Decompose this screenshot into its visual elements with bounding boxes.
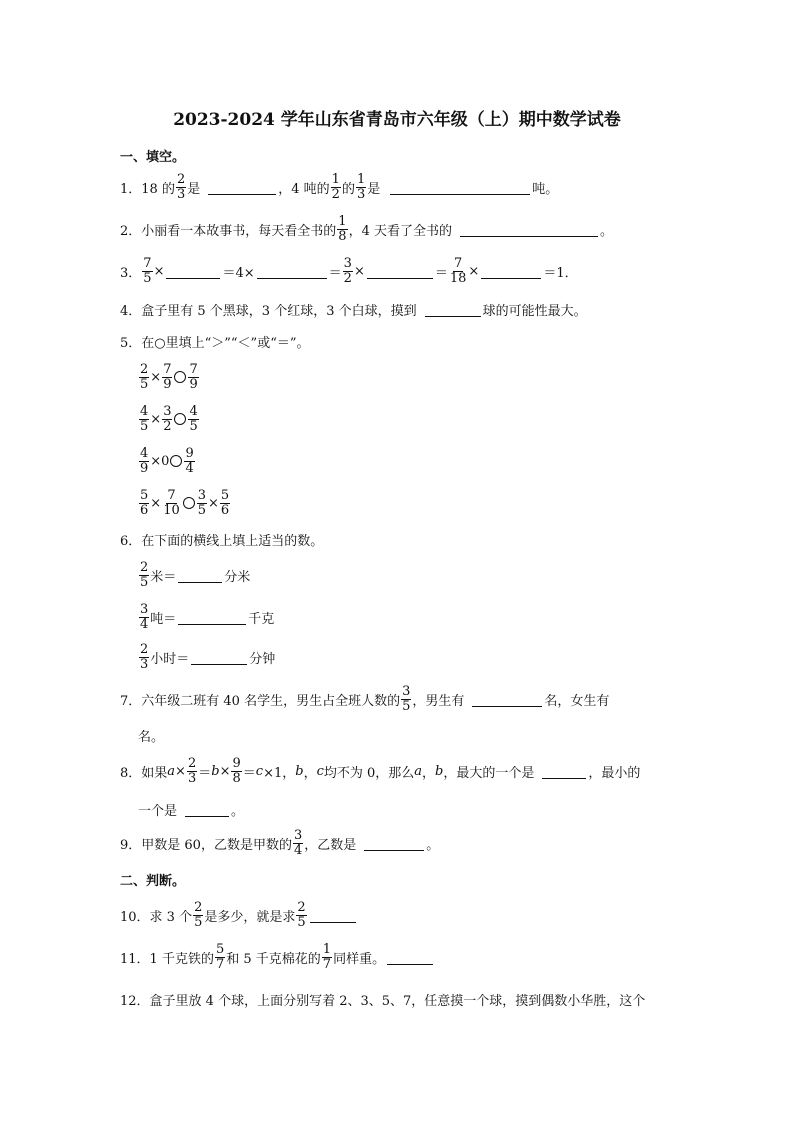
convert-row-2 (138, 602, 274, 632)
q8-text-d: 一个是 (138, 803, 178, 819)
var-a: a (414, 763, 423, 779)
answer-blank[interactable] (178, 568, 222, 583)
answer-blank[interactable] (390, 180, 530, 195)
var-c: c (316, 763, 324, 779)
denominator: 5 (189, 418, 198, 434)
answer-blank[interactable] (364, 836, 424, 851)
times-sign: × (150, 411, 162, 427)
q10-text-b: 是多少，就是求 (204, 909, 296, 925)
equals-sign: ＝ (198, 765, 212, 781)
numerator: 3 (163, 403, 172, 419)
unit-text: 分米 (224, 569, 251, 585)
var-a: a (167, 763, 176, 779)
denominator: 7 (215, 956, 225, 972)
numerator: 5 (215, 941, 225, 957)
numerator: 1 (331, 171, 340, 187)
q7-text-c: 名，女生有 (544, 693, 610, 709)
times-sign: × (150, 495, 162, 511)
compare-circle[interactable] (174, 413, 186, 425)
numerator: 2 (187, 755, 197, 771)
answer-blank[interactable] (208, 180, 276, 195)
q1-text-d: 的 (341, 181, 355, 197)
fraction (215, 943, 225, 972)
question-3 (120, 256, 578, 286)
fraction (139, 363, 149, 392)
q7-text-b: ，男生有 (412, 693, 465, 709)
numerator: 2 (297, 899, 306, 915)
q3-text-eq2: ＝ (328, 265, 342, 281)
q8-text-a: 8．如果 (120, 765, 168, 781)
q2-text-c: 。 (599, 223, 613, 239)
answer-blank[interactable] (425, 302, 481, 317)
denominator: 4 (185, 460, 194, 476)
question-12: 12．盒子里放 4 个球，上面分别写着 2、3、5、7，任意摸一个球，摸到偶数小华胜，这个 (120, 993, 646, 1009)
compare-row-3 (138, 446, 196, 476)
denominator: 5 (140, 376, 149, 392)
question-1 (120, 172, 558, 202)
q3-text-end: ＝1． (543, 265, 578, 281)
numerator: 1 (356, 171, 366, 187)
question-2 (120, 214, 613, 244)
question-5: 5．在○里填上“＞”“＜”或“＝”。 (120, 335, 310, 351)
q1-text-e: 是 (367, 181, 381, 197)
numerator: 2 (140, 559, 149, 575)
q3-text-eq1: ＝4× (222, 265, 255, 281)
numerator: 3 (293, 827, 303, 843)
var-c: c (255, 763, 264, 779)
q9-text-c: 。 (426, 837, 440, 853)
fraction (193, 901, 203, 930)
times-sign: × (468, 263, 480, 279)
times-sign: × (153, 263, 165, 279)
question-7-cont: 名。 (138, 729, 165, 745)
q8-text-e: 。 (231, 803, 245, 819)
fraction (139, 643, 149, 672)
numerator: 4 (189, 403, 198, 419)
answer-blank[interactable] (367, 264, 433, 279)
q8-text-c3: ，最大的一个是 (443, 765, 535, 781)
compare-row-4 (138, 488, 231, 518)
unit-text: 分钟 (249, 651, 276, 667)
denominator: 5 (140, 574, 149, 590)
numerator: 3 (140, 601, 149, 617)
question-11 (120, 942, 435, 972)
fraction (293, 829, 303, 858)
numerator: 2 (140, 641, 149, 657)
question-9 (120, 828, 439, 858)
section-fill-blank: 一、填空。 (120, 149, 186, 165)
compare-row-2 (138, 404, 200, 434)
denominator: 9 (189, 376, 198, 392)
numerator: 9 (232, 755, 241, 771)
fraction (337, 215, 347, 244)
equals-sign: ＝ (242, 765, 256, 781)
numerator: 3 (343, 255, 352, 271)
numerator: 9 (185, 445, 194, 461)
q10-text-a: 10．求 3 个 (120, 909, 193, 925)
denominator: 5 (297, 914, 306, 930)
fraction (184, 447, 194, 476)
denominator: 3 (187, 770, 197, 786)
fraction (188, 363, 198, 392)
numerator: 4 (140, 403, 149, 419)
answer-blank[interactable] (542, 764, 586, 779)
numerator: 7 (143, 255, 152, 271)
fraction (139, 489, 149, 518)
q9-text-b: ，乙数是 (304, 837, 357, 853)
numerator: 1 (338, 213, 347, 229)
denominator: 10 (163, 502, 180, 518)
unit-text: 千克 (248, 611, 275, 627)
question-10 (120, 900, 358, 930)
numerator: 3 (402, 683, 411, 699)
denominator: 7 (322, 956, 332, 972)
var-b: b (211, 763, 220, 779)
answer-blank[interactable] (191, 650, 247, 665)
denominator: 2 (331, 186, 340, 202)
answer-blank[interactable] (472, 692, 542, 707)
denominator: 5 (402, 698, 411, 714)
q4-text-a: 4．盒子里有 5 个黑球，3 个红球，3 个白球，摸到 (120, 303, 417, 319)
fraction (197, 489, 207, 518)
fraction (296, 901, 306, 930)
fraction (187, 757, 197, 786)
denominator: 8 (232, 770, 241, 786)
denominator: 8 (338, 228, 347, 244)
q8-text-c4: ，最小的 (588, 765, 641, 781)
denominator: 2 (343, 270, 352, 286)
times-zero: ×0 (150, 453, 170, 469)
q11-text-c: 同样重。 (333, 951, 386, 967)
answer-blank[interactable] (310, 908, 356, 923)
fraction (162, 405, 172, 434)
fraction (139, 603, 149, 632)
times-sign: × (219, 763, 231, 779)
denominator: 5 (194, 914, 203, 930)
question-7 (120, 684, 609, 714)
q2-text-a: 2．小丽看一本故事书，每天看全书的 (120, 223, 337, 239)
q3-text-a: 3． (120, 265, 142, 281)
numerator: 5 (140, 487, 149, 503)
answer-blank[interactable] (257, 264, 327, 279)
numerator: 7 (163, 361, 172, 377)
page-title: 2023-2024 学年山东省青岛市六年级（上）期中数学试卷 (173, 110, 621, 130)
denominator: 3 (140, 656, 149, 672)
fraction (139, 405, 149, 434)
q9-text-a: 9．甲数是 60，乙数是甲数的 (120, 837, 292, 853)
denominator: 5 (143, 270, 152, 286)
fraction (162, 489, 181, 518)
compare-circle[interactable] (174, 371, 186, 383)
fraction (142, 257, 152, 286)
q8-text-c2: 均不为 0，那么 (323, 765, 415, 781)
times-sign: × (208, 495, 219, 511)
compare-circle[interactable] (170, 455, 182, 467)
numerator: 7 (453, 255, 463, 271)
unit-text: 吨＝ (150, 611, 177, 627)
var-b: b (435, 763, 444, 779)
answer-blank[interactable] (178, 610, 246, 625)
denominator: 18 (449, 270, 467, 286)
numerator: 2 (140, 361, 149, 377)
q3-text-eq3: ＝ (434, 265, 448, 281)
denominator: 9 (140, 460, 149, 476)
convert-row-1 (138, 560, 250, 590)
fraction (343, 257, 353, 286)
denominator: 4 (140, 616, 149, 632)
convert-row-3 (138, 642, 275, 672)
numerator: 7 (167, 487, 176, 503)
fraction (220, 489, 230, 518)
denominator: 5 (197, 502, 207, 518)
answer-blank[interactable] (166, 264, 220, 279)
fraction (162, 363, 172, 392)
fraction (356, 173, 366, 202)
fraction (139, 447, 149, 476)
var-b: b (295, 763, 304, 779)
q7-text-a: 7．六年级二班有 40 名学生，男生占全班人数的 (120, 693, 401, 709)
numerator: 1 (322, 941, 332, 957)
answer-blank[interactable] (460, 222, 598, 237)
numerator: 4 (140, 445, 149, 461)
fraction (331, 173, 341, 202)
q1-text-c: ，4 吨的 (278, 181, 330, 197)
answer-blank[interactable] (387, 950, 433, 965)
numerator: 2 (176, 171, 186, 187)
denominator: 3 (176, 186, 186, 202)
fraction (176, 173, 186, 202)
denominator: 5 (140, 418, 149, 434)
numerator: 2 (194, 899, 203, 915)
answer-blank[interactable] (185, 802, 229, 817)
q1-text-f: 吨。 (532, 181, 559, 197)
times-sign: × (353, 263, 365, 279)
unit-text: 米＝ (150, 569, 177, 585)
question-6: 6．在下面的横线上填上适当的数。 (120, 533, 324, 549)
denominator: 3 (356, 186, 366, 202)
comma: ， (303, 765, 317, 781)
times-sign: × (150, 369, 162, 385)
question-8 (120, 756, 640, 786)
section-true-false: 二、判断。 (120, 873, 186, 889)
fraction (139, 561, 149, 590)
compare-circle[interactable] (183, 497, 195, 509)
q1-text-b: 是 (187, 181, 201, 197)
denominator: 6 (220, 502, 230, 518)
fraction (322, 943, 332, 972)
fraction (449, 257, 468, 286)
denominator: 2 (163, 418, 172, 434)
q11-text-a: 11．1 千克铁的 (120, 951, 214, 967)
fraction (231, 757, 241, 786)
times-sign: × (175, 763, 186, 779)
question-4 (120, 294, 587, 324)
q8-text-x1: ×1， (263, 765, 296, 781)
numerator: 5 (220, 487, 230, 503)
comma: ， (422, 765, 436, 781)
question-8-cont (138, 794, 244, 824)
numerator: 7 (189, 361, 198, 377)
compare-row-1 (138, 362, 200, 392)
denominator: 9 (163, 376, 172, 392)
denominator: 6 (140, 502, 149, 518)
q4-text-b: 球的可能性最大。 (482, 303, 587, 319)
q2-text-b: ，4 天看了全书的 (348, 223, 452, 239)
fraction (188, 405, 198, 434)
answer-blank[interactable] (481, 264, 541, 279)
fraction (401, 685, 411, 714)
q11-text-b: 和 5 千克棉花的 (226, 951, 321, 967)
q1-text-a: 1．18 的 (120, 181, 175, 197)
numerator: 3 (197, 487, 207, 503)
denominator: 4 (293, 842, 303, 858)
unit-text: 小时＝ (150, 651, 190, 667)
